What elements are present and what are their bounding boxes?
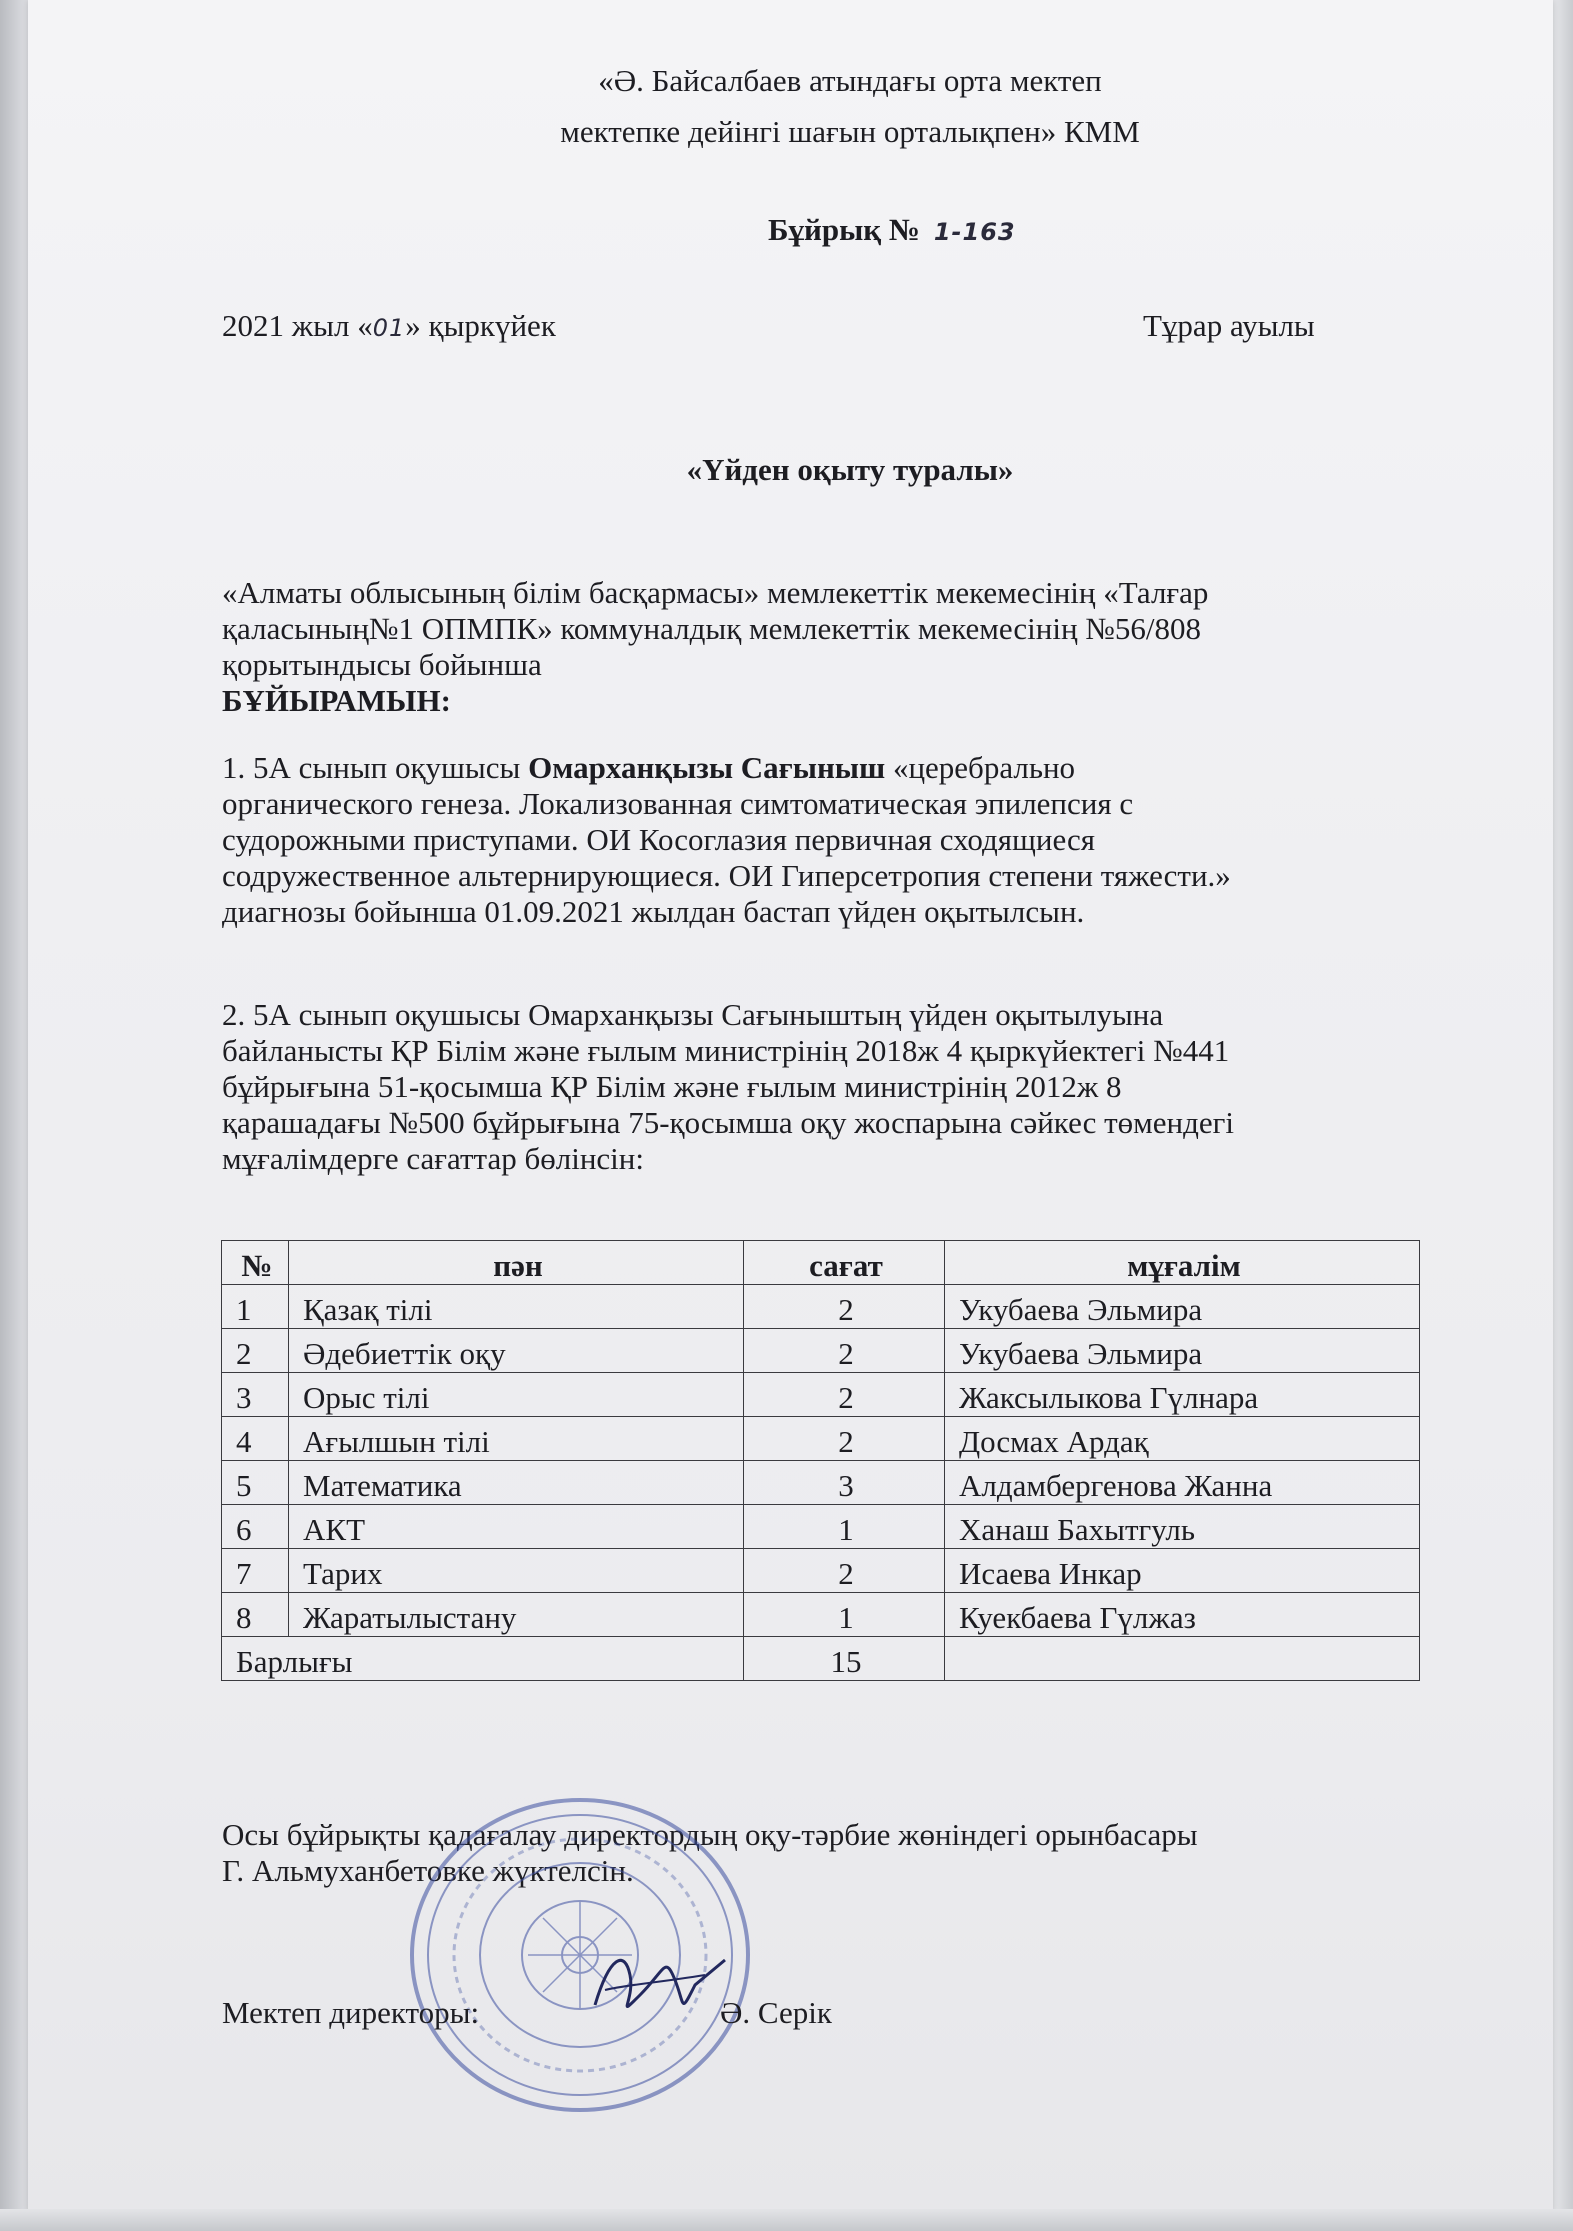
row-subject: Тарих xyxy=(289,1549,744,1593)
basis-line-3: қорытындысы бойынша xyxy=(222,647,542,682)
row-hours: 2 xyxy=(744,1285,945,1329)
row-number: 1 xyxy=(222,1285,289,1329)
row-hours: 2 xyxy=(744,1417,945,1461)
table-row xyxy=(222,1461,1420,1505)
row-number: 3 xyxy=(222,1373,289,1417)
scan-left-edge xyxy=(0,0,30,2231)
director-signature xyxy=(585,1945,735,2025)
item-1-rest: «церебрально xyxy=(885,750,1076,785)
header-subject: пән xyxy=(289,1241,744,1285)
order-subject: «Үйден оқыту туралы» xyxy=(686,452,1014,487)
item-1-prefix: 1. 5А сынып оқушысы xyxy=(222,750,529,785)
table-total-row xyxy=(222,1637,1420,1681)
basis-line-1: «Алматы облысының білім басқармасы» мемлекеттік мекемесінің «Талғар xyxy=(222,575,1209,610)
item-1 xyxy=(222,750,1442,930)
item-2-line-3: бұйрығына 51-қосымша ҚР Білім және ғылым министрінің 2012ж 8 xyxy=(222,1069,1122,1104)
total-value: 15 xyxy=(744,1637,945,1681)
table-row xyxy=(222,1505,1420,1549)
row-number: 7 xyxy=(222,1549,289,1593)
header-teacher: мұғалім xyxy=(945,1241,1420,1285)
row-hours: 1 xyxy=(744,1505,945,1549)
scan-right-edge xyxy=(1551,0,1573,2231)
row-teacher: Ханаш Бахытгуль xyxy=(945,1505,1420,1549)
item-1-line-4: содружественное альтернирующиеся. ОИ Гиперсетропия степени тяжести.» xyxy=(222,858,1231,893)
org-line-2: мектепке дейінгі шағын орталықпен» КММ xyxy=(560,114,1140,149)
row-hours: 2 xyxy=(744,1373,945,1417)
row-hours: 2 xyxy=(744,1329,945,1373)
org-line-1: «Ә. Байсалбаев атындағы орта мектеп xyxy=(598,63,1102,98)
row-subject: АКТ xyxy=(289,1505,744,1549)
row-subject: Қазақ тілі xyxy=(289,1285,744,1329)
row-number: 2 xyxy=(222,1329,289,1373)
item-1-line-2: органического генеза. Локализованная симтоматическая эпилепсия с xyxy=(222,786,1134,821)
item-2 xyxy=(222,997,1442,1177)
order-title-prefix: Бұйрық № xyxy=(768,212,921,247)
control-line-2: Г. Альмуханбетовке жүктелсін. xyxy=(222,1853,634,1888)
director-label: Мектеп директоры: xyxy=(222,1995,480,2030)
table-row xyxy=(222,1285,1420,1329)
item-1-line-1 xyxy=(222,750,1442,786)
table-row xyxy=(222,1373,1420,1417)
table-row xyxy=(222,1329,1420,1373)
row-number: 5 xyxy=(222,1461,289,1505)
control-line-1: Осы бұйрықты қадағалау директордың оқу-тәрбие жөніндегі орынбасары xyxy=(222,1817,1198,1852)
row-subject: Жаратылыстану xyxy=(289,1593,744,1637)
row-hours: 1 xyxy=(744,1593,945,1637)
date-day-handwritten: 01 xyxy=(372,314,406,342)
total-label: Барлығы xyxy=(222,1637,744,1681)
decree-word: БҰЙЫРАМЫН: xyxy=(222,683,451,718)
header-number: № xyxy=(222,1241,289,1285)
order-date xyxy=(222,308,556,346)
order-title xyxy=(768,212,1016,250)
total-empty-cell xyxy=(945,1637,1420,1681)
date-prefix: 2021 жыл « xyxy=(222,308,373,343)
row-number: 8 xyxy=(222,1593,289,1637)
item-2-line-4: қарашадағы №500 бұйрығына 75-қосымша оқу жоспарына сәйкес төмендегі xyxy=(222,1105,1235,1140)
basis-paragraph xyxy=(222,575,1442,719)
student-name: Омарханқызы Сағыныш xyxy=(528,750,886,785)
table-row xyxy=(222,1549,1420,1593)
row-subject: Ағылшын тілі xyxy=(289,1417,744,1461)
row-teacher: Укубаева Эльмира xyxy=(945,1285,1420,1329)
item-1-line-5: диагнозы бойынша 01.09.2021 жылдан бастап үйден оқытылсын. xyxy=(222,894,1085,929)
item-1-line-3: судорожными приступами. ОИ Косоглазия первичная сходящиеся xyxy=(222,822,1096,857)
item-2-line-5: мұғалімдерге сағаттар бөлінсін: xyxy=(222,1141,644,1176)
row-number: 4 xyxy=(222,1417,289,1461)
row-subject: Орыс тілі xyxy=(289,1373,744,1417)
row-teacher: Алдамбергенова Жанна xyxy=(945,1461,1420,1505)
item-2-line-1: 2. 5А сынып оқушысы Омарханқызы Сағыныштың үйден оқытылуына xyxy=(222,997,1164,1032)
item-2-line-2: байланысты ҚР Білім және ғылым министрінің 2018ж 4 қыркүйектегі №441 xyxy=(222,1033,1230,1068)
table-row xyxy=(222,1593,1420,1637)
date-suffix: » қыркүйек xyxy=(405,308,556,343)
order-number-handwritten: 1-163 xyxy=(933,218,1016,246)
table-row xyxy=(222,1417,1420,1461)
hours-table xyxy=(221,1240,1420,1681)
row-teacher: Досмах Ардақ xyxy=(945,1417,1420,1461)
row-hours: 2 xyxy=(744,1549,945,1593)
row-teacher: Куекбаева Гүлжаз xyxy=(945,1593,1420,1637)
director-name: Ә. Серік xyxy=(720,1995,832,2030)
row-number: 6 xyxy=(222,1505,289,1549)
scan-bottom-edge xyxy=(0,2209,1573,2231)
table-header-row xyxy=(222,1241,1420,1285)
row-teacher: Укубаева Эльмира xyxy=(945,1329,1420,1373)
row-subject: Математика xyxy=(289,1461,744,1505)
row-subject: Әдебиеттік оқу xyxy=(289,1329,744,1373)
row-teacher: Жаксылыкова Гүлнара xyxy=(945,1373,1420,1417)
row-hours: 3 xyxy=(744,1461,945,1505)
row-teacher: Исаева Инкар xyxy=(945,1549,1420,1593)
order-place: Тұрар ауылы xyxy=(1143,308,1315,343)
basis-line-2: қаласының№1 ОПМПК» коммуналдық мемлекеттік мекемесінің №56/808 xyxy=(222,611,1201,646)
header-hours: сағат xyxy=(744,1241,945,1285)
